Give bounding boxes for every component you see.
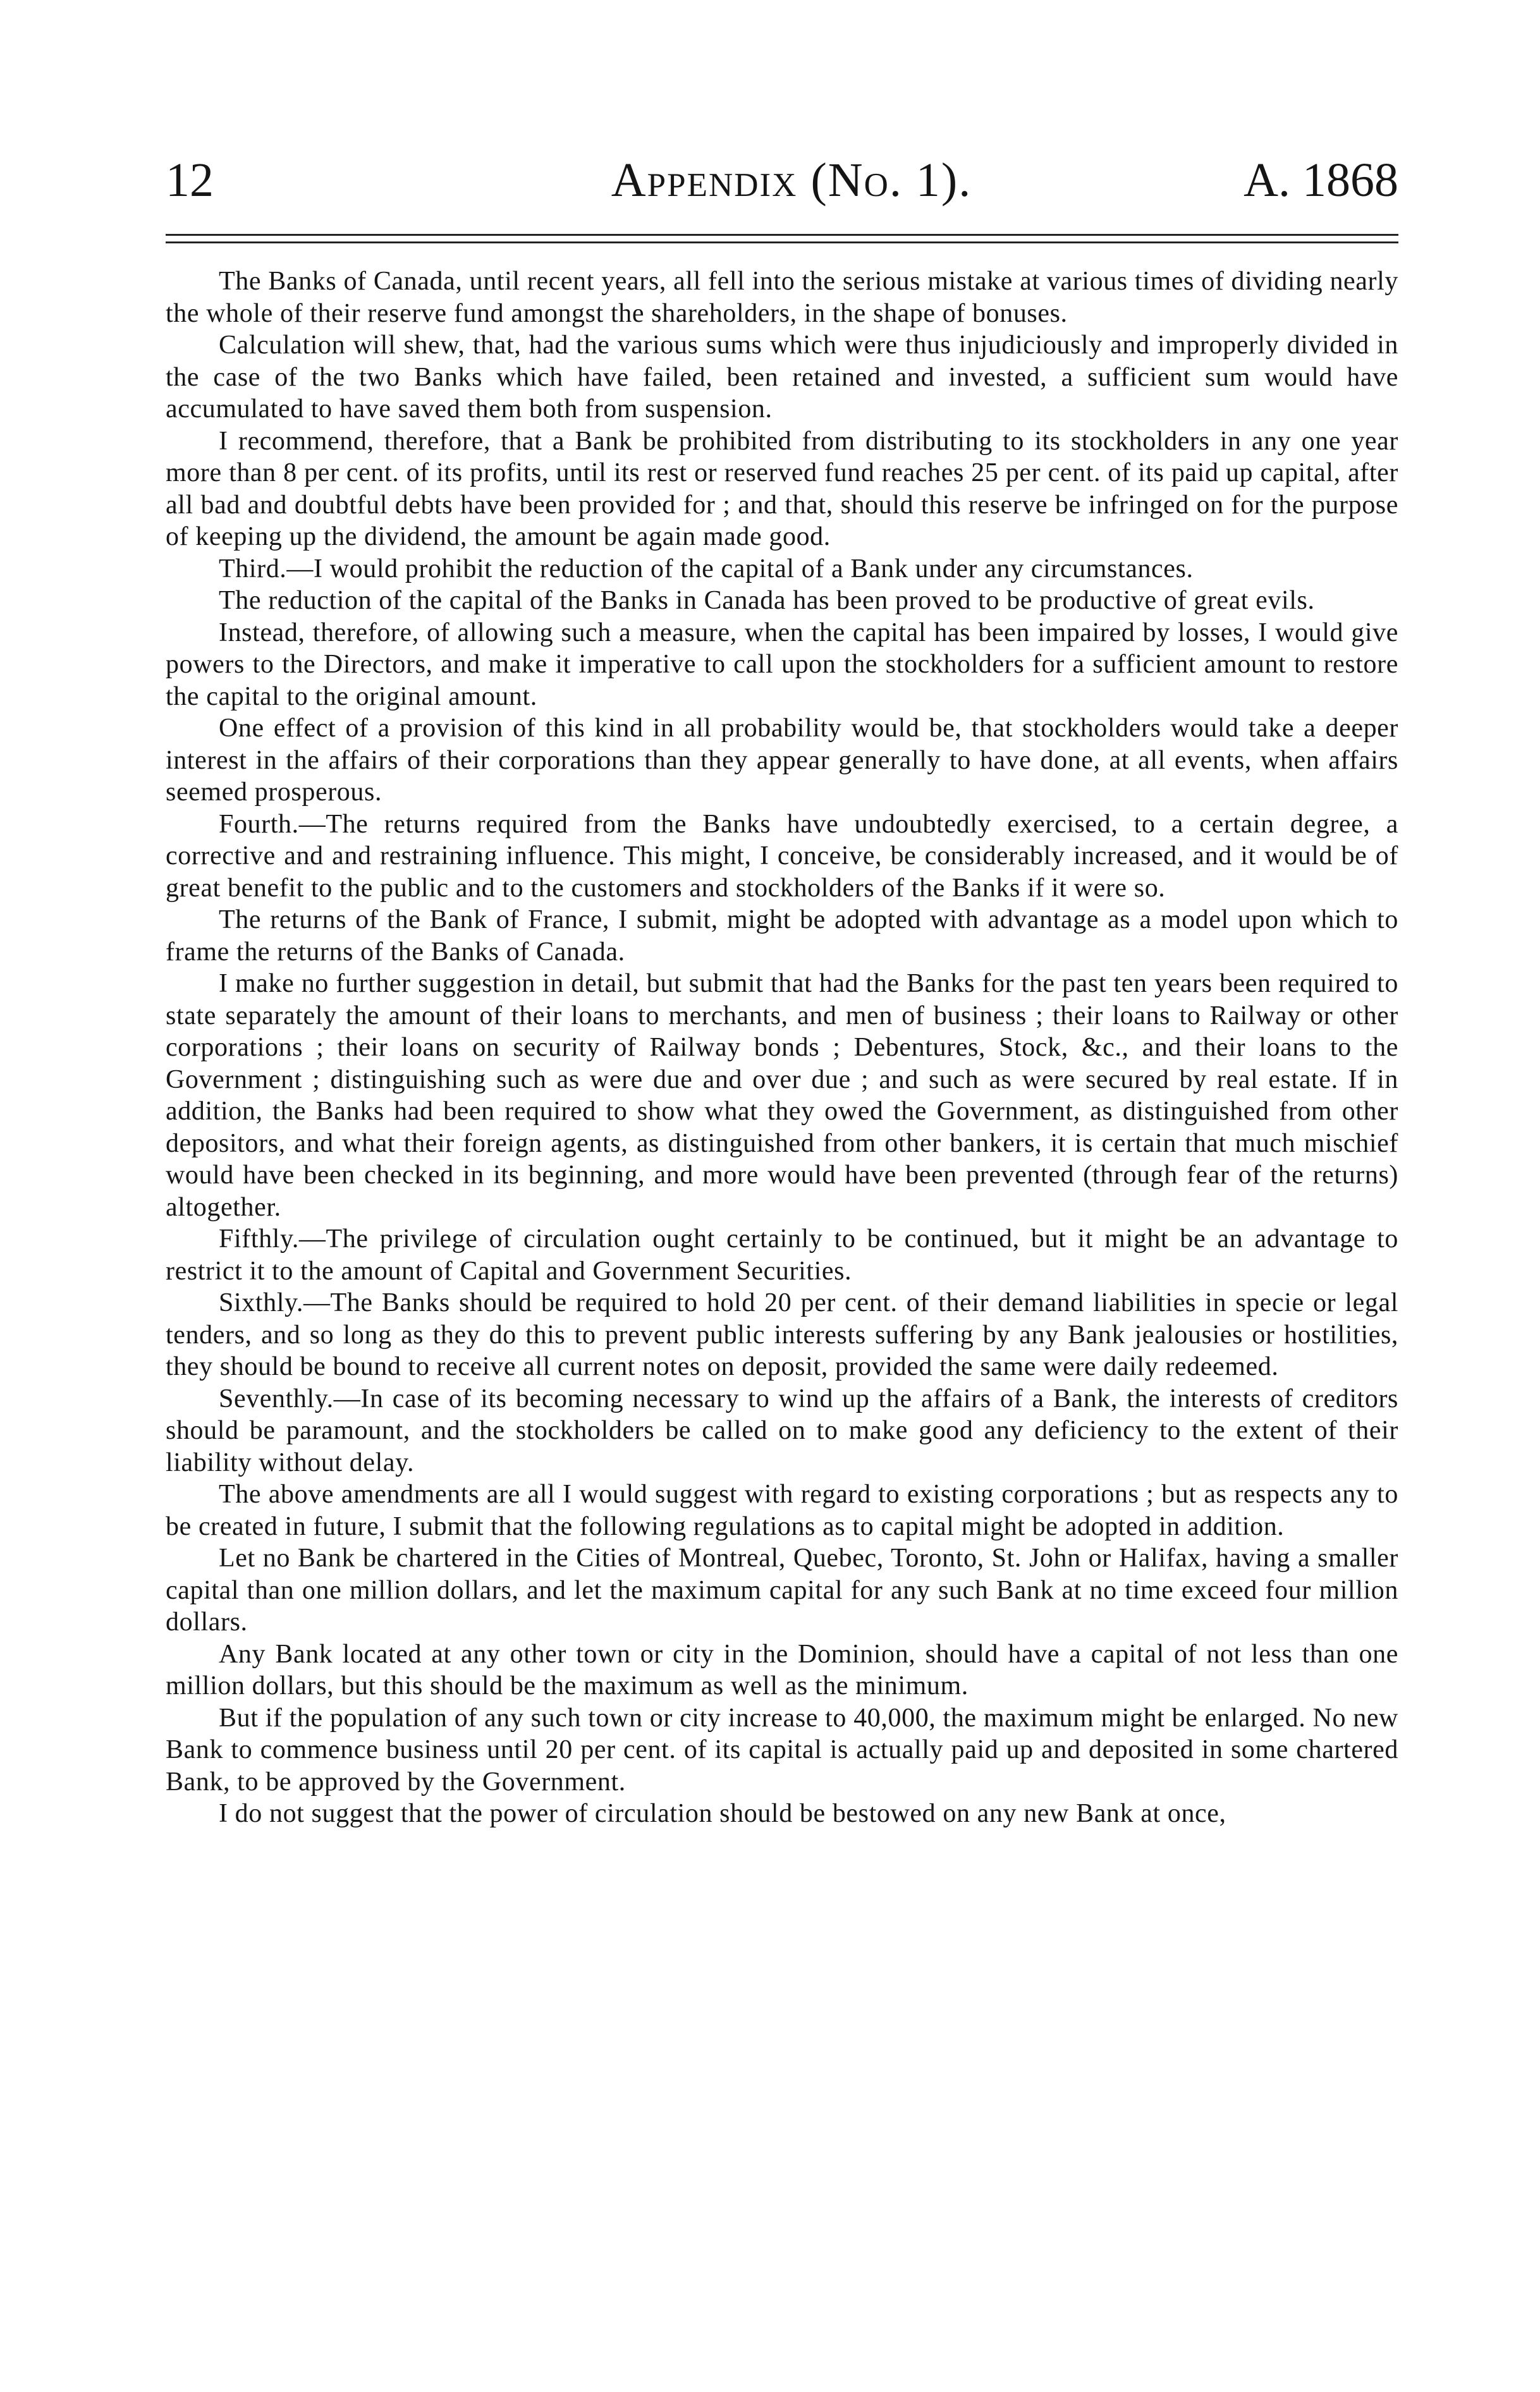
paragraph-city-banks: Let no Bank be chartered in the Cities of Montreal, Quebec, Toronto, St. John or Halifax, having a smaller capital than one million dollars, and let the maximum capital for any such Bank at no time exceed four million dollars. (166, 1544, 1398, 1637)
paragraph-capital-reduction: The reduction of the capital of the Banks in Canada has been proved to be productive of great evils. (219, 586, 1315, 615)
session-year: A. 1868 (1244, 154, 1398, 207)
paragraph-bank-of-france: The returns of the Bank of France, I submit, might be adopted with advantage as a model upon which to frame the returns of the Banks of Canada. (166, 905, 1398, 967)
page-number: 12 (166, 154, 214, 207)
body-text (166, 265, 1398, 1830)
paragraph-recommendation: I recommend, therefore, that a Bank be prohibited from distributing to its stockholders in any one year more than 8 per cent. of its profits, until its rest or reserved fund reaches 25 per cent. of its paid up capital, after all bad and doubtful debts have been provided for ; and that, should this reserve be infringed on for the purpose of keeping up the dividend, the amount be again made good. (166, 426, 1398, 551)
appendix-title: Appendix (No. 1). (611, 154, 972, 207)
paragraph-population: But if the population of any such town or city increase to 40,000, the maximum might be enlarged. No new Bank to commence business until 20 per cent. of its capital is actually paid up and deposited in some chartered Bank, to be approved by the Government. (166, 1703, 1398, 1797)
header-rule-top (166, 234, 1398, 236)
paragraph-fourth: Fourth.—The returns required from the Banks have undoubtedly exercised, to a certain degree, a corrective and and restraining influence. This might, I conceive, be considerably increased, and it would be of great benefit to the public and to the customers and stockholders of the Banks if it were so. (166, 809, 1398, 903)
paragraph-calculation: Calculation will shew, that, had the various sums which were thus injudiciously and improperly divided in the case of the two Banks which have failed, been retained and invested, a sufficient sum would have accumulated to have saved them both from suspension. (166, 331, 1398, 424)
paragraph-third: Third.—I would prohibit the reduction of the capital of a Bank under any circumstances. (219, 554, 1194, 583)
paragraph-fifthly: Fifthly.—The privilege of circulation ought certainly to be continued, but it might be an advantage to restrict it to the amount of Capital and Government Securities. (166, 1224, 1398, 1286)
paragraph-reserve-fund: The Banks of Canada, until recent years, all fell into the serious mistake at various times of dividing nearly the whole of their reserve fund amongst the shareholders, in the shape of bonuses. (166, 267, 1398, 328)
paragraph-other-towns: Any Bank located at any other town or city in the Dominion, should have a capital of not less than one million dollars, but this should be the maximum as well as the minimum. (166, 1639, 1398, 1700)
paragraph-sixthly: Sixthly.—The Banks should be required to hold 20 per cent. of their demand liabilities in specie or legal tenders, and so long as they do this to prevent public interests suffering by any Bank jealousies or hostilities, they should be bound to receive all current notes on deposit, provided the same were daily redeemed. (166, 1288, 1398, 1381)
paragraph-seventhly: Seventhly.—In case of its becoming necessary to wind up the affairs of a Bank, the interests of creditors should be paramount, and the stockholders be called on to make good any deficiency to the extent of their liability without delay. (166, 1384, 1398, 1477)
paragraph-further-suggestion: I make no further suggestion in detail, but submit that had the Banks for the past ten years been required to state separately the amount of their loans to merchants, and men of business ; their loans to Railway or other corporations ; their loans on security of Railway bonds ; Debentures, Stock, &c., and their loans to the Government ; distinguishing such as were due and over due ; and such as were secured by real estate. If in addition, the Banks had been required to show what they owed the Government, as distinguished from other depositors, and what their foreign agents, as distinguished from other bankers, it is certain that much mischief would have been checked in its beginning, and more would have been prevented (through fear of the returns) altogether. (166, 969, 1398, 1222)
running-head (166, 142, 1398, 218)
paragraph-stockholder-interest: One effect of a provision of this kind in all probability would be, that stockholders would take a deeper interest in the affairs of their corporations than they appear generally to have done, at all events, when affairs seemed prosperous. (166, 714, 1398, 807)
paragraph-circulation: I do not suggest that the power of circulation should be bestowed on any new Bank at once, (219, 1799, 1226, 1828)
paragraph-amendments: The above amendments are all I would suggest with regard to existing corporations ; but as respects any to be created in future, I submit that the following regulations as to capital might be adopted in addition. (166, 1480, 1398, 1541)
header-rule-bottom (166, 241, 1398, 243)
paragraph-directors-powers: Instead, therefore, of allowing such a measure, when the capital has been impaired by losses, I would give powers to the Directors, and make it imperative to call upon the stockholders for a sufficient amount to restore the capital to the original amount. (166, 618, 1398, 711)
